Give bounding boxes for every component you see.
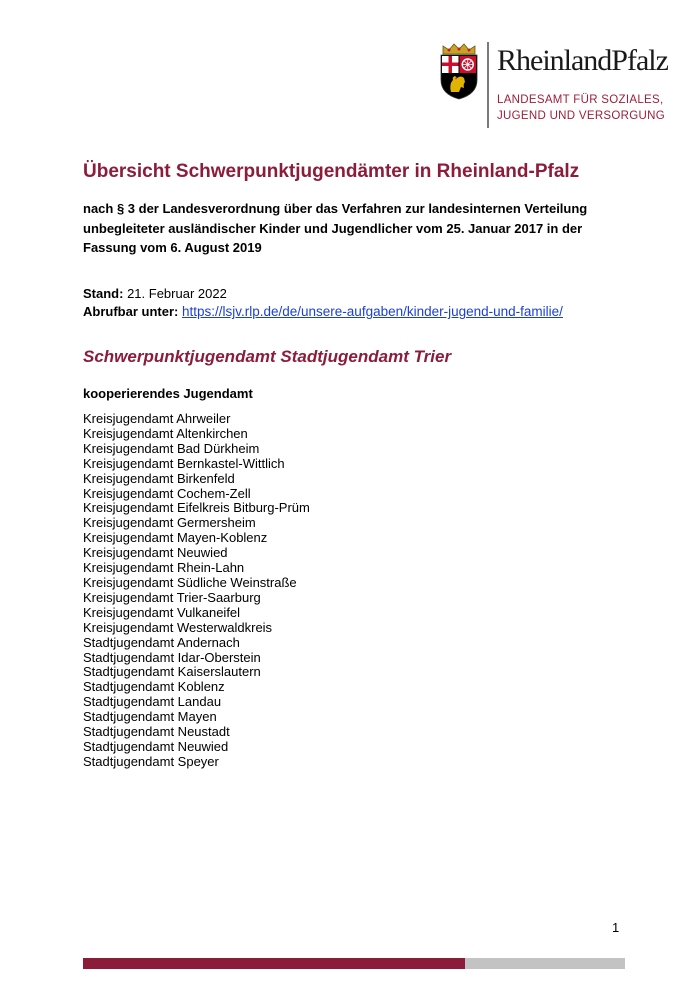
page-title: Übersicht Schwerpunktjugendämter in Rheinland-Pfalz: [83, 161, 580, 182]
abruf-link[interactable]: https://lsjv.rlp.de/de/unsere-aufgaben/kinder-jugend-und-familie/: [181, 304, 563, 319]
list-item: Stadtjugendamt Kaiserslautern: [83, 664, 261, 680]
subtitle: nach § 3 der Landesverordnung über das Verfahren zur landesinternen Verteilung unbegleiteter ausländischer Kinder und Jugendlicher vom 25. Januar 2017 in der Fassung vom 6. August 2019: [83, 201, 588, 255]
list-item: Kreisjugendamt Bernkastel-Wittlich: [83, 455, 285, 471]
abruf-label: Abrufbar unter:: [83, 304, 179, 319]
list-item: Stadtjugendamt Speyer: [83, 753, 219, 769]
list-item: Stadtjugendamt Neuwied: [83, 738, 229, 754]
list-item: Stadtjugendamt Landau: [83, 694, 222, 710]
list-item: Kreisjugendamt Vulkaneifel: [83, 604, 241, 620]
agency-name-line-1: LANDESAMT FÜR SOZIALES,: [497, 94, 664, 106]
brand-wordmark: RheinlandPfalz: [497, 44, 668, 77]
list-item: Kreisjugendamt Rhein-Lahn: [83, 560, 245, 576]
agency-name: [497, 92, 665, 124]
list-item: Kreisjugendamt Neuwied: [83, 545, 228, 561]
stand-label: Stand:: [83, 286, 124, 301]
list-item: Kreisjugendamt Altenkirchen: [83, 425, 248, 441]
header-logo: [437, 42, 667, 132]
list-item: Kreisjugendamt Cochem-Zell: [83, 485, 251, 501]
list-item: Kreisjugendamt Trier-Saarburg: [83, 589, 261, 605]
list-item: Stadtjugendamt Koblenz: [83, 679, 225, 695]
footer-bar-red: [83, 958, 465, 969]
list-item: Kreisjugendamt Eifelkreis Bitburg-Prüm: [83, 500, 310, 516]
page-number: 1: [612, 920, 620, 935]
stand-value: 21. Februar 2022: [123, 286, 227, 301]
section-subheading: kooperierendes Jugendamt: [83, 386, 253, 401]
list-item: Kreisjugendamt Westerwaldkreis: [83, 619, 273, 635]
list-item: Kreisjugendamt Birkenfeld: [83, 470, 235, 486]
stand-line: [83, 285, 227, 303]
list-item: Kreisjugendamt Ahrweiler: [83, 411, 231, 426]
rlp-coat-of-arms-icon: [437, 42, 481, 100]
list-item: Kreisjugendamt Germersheim: [83, 515, 256, 531]
list-item: Kreisjugendamt Bad Dürkheim: [83, 440, 260, 456]
logo-divider: [487, 42, 489, 128]
list-item: Stadtjugendamt Mayen: [83, 709, 217, 725]
list-item: Kreisjugendamt Südliche Weinstraße: [83, 574, 297, 590]
list-item: Stadtjugendamt Idar-Oberstein: [83, 649, 261, 665]
section-title: Schwerpunktjugendamt Stadtjugendamt Trier: [83, 347, 452, 366]
list-item: Kreisjugendamt Mayen-Koblenz: [83, 530, 268, 546]
list-item: Stadtjugendamt Neustadt: [83, 724, 230, 740]
abruf-line: [83, 303, 563, 321]
list-item: Stadtjugendamt Andernach: [83, 634, 240, 650]
footer-bar-grey: [465, 958, 625, 969]
agency-name-line-2: JUGEND UND VERSORGUNG: [497, 110, 665, 122]
jugendamt-list: [83, 412, 310, 770]
